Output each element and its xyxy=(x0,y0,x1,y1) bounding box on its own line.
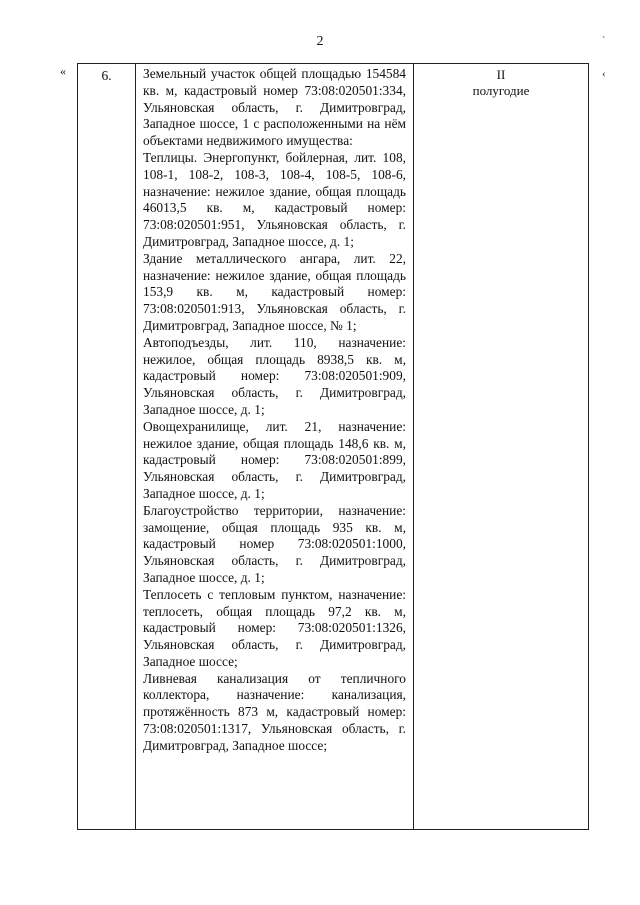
scan-mark-top: ˋ xyxy=(602,36,606,47)
scan-mark-right: ‹ xyxy=(602,68,606,80)
page-number: 2 xyxy=(316,34,324,49)
property-table xyxy=(77,63,589,830)
column-divider-1 xyxy=(135,64,136,829)
period-label: полугодие xyxy=(472,83,530,98)
paragraph-heating-network: Теплосеть с тепловым пунктом, назначение: теплосеть, общая площадь 97,2 кв. м, кадастровый номер: 73:08:020501:1326, Ульяновская область, г. Димитровград, Западное шоссе; xyxy=(143,586,406,669)
row-number: 6. xyxy=(101,68,112,83)
paragraph-greenhouses: Теплицы. Энергопункт, бойлерная, лит. 108, 108-1, 108-2, 108-3, 108-4, 108-5, 108-6, назначение: нежилое здание, общая площадь 46013,5 кв. м, кадастровый номер: 73:08:020501:951, Ульяновская область, г. Димитровград, Западное шоссе, д. 1; xyxy=(143,149,406,249)
opening-quote: « xyxy=(60,64,66,78)
paragraph-vegetable-storage: Овощехранилище, лит. 21, назначение: нежилое здание, общая площадь 148,6 кв. м, кадастровый номер: 73:08:020501:899, Ульяновская область, г. Димитровград, Западное шоссе, д. 1; xyxy=(143,418,406,501)
paragraph-driveways: Автоподъезды, лит. 110, назначение: нежилое, общая площадь 8938,5 кв. м, кадастровый номер: 73:08:020501:909, Ульяновская область, г. Димитровград, Западное шоссе, д. 1; xyxy=(143,334,406,417)
paragraph-landscaping: Благоустройство территории, назначение: замощение, общая площадь 935 кв. м, кадастровый номер 73:08:020501:1000, Ульяновская область, г. Димитровград, Западное шоссе, д. 1; xyxy=(143,502,406,585)
property-description xyxy=(143,66,406,755)
paragraph-storm-sewer: Ливневая канализация от тепличного коллектора, назначение: канализация, протяжённость 873 м, кадастровый номер: 73:08:020501:1317, Ульяновская область, г. Димитровград, Западное шоссе; xyxy=(143,670,406,753)
column-divider-2 xyxy=(413,64,414,829)
paragraph-hangar: Здание металлического ангара, лит. 22, назначение: нежилое здание, общая площадь 153,9 кв. м, кадастровый номер: 73:08:020501:913, Ульяновская область, г. Димитровград, Западное шоссе, № 1; xyxy=(143,250,406,333)
paragraph-land-plot: Земельный участок общей площадью 154584 кв. м, кадастровый номер 73:08:020501:334, Ульяновская область, г. Димитровград, Западное шоссе, 1 с расположенными на нём объектами недвижимого имущества: xyxy=(143,66,406,149)
period-half: II xyxy=(496,67,506,82)
period-cell xyxy=(413,67,589,99)
